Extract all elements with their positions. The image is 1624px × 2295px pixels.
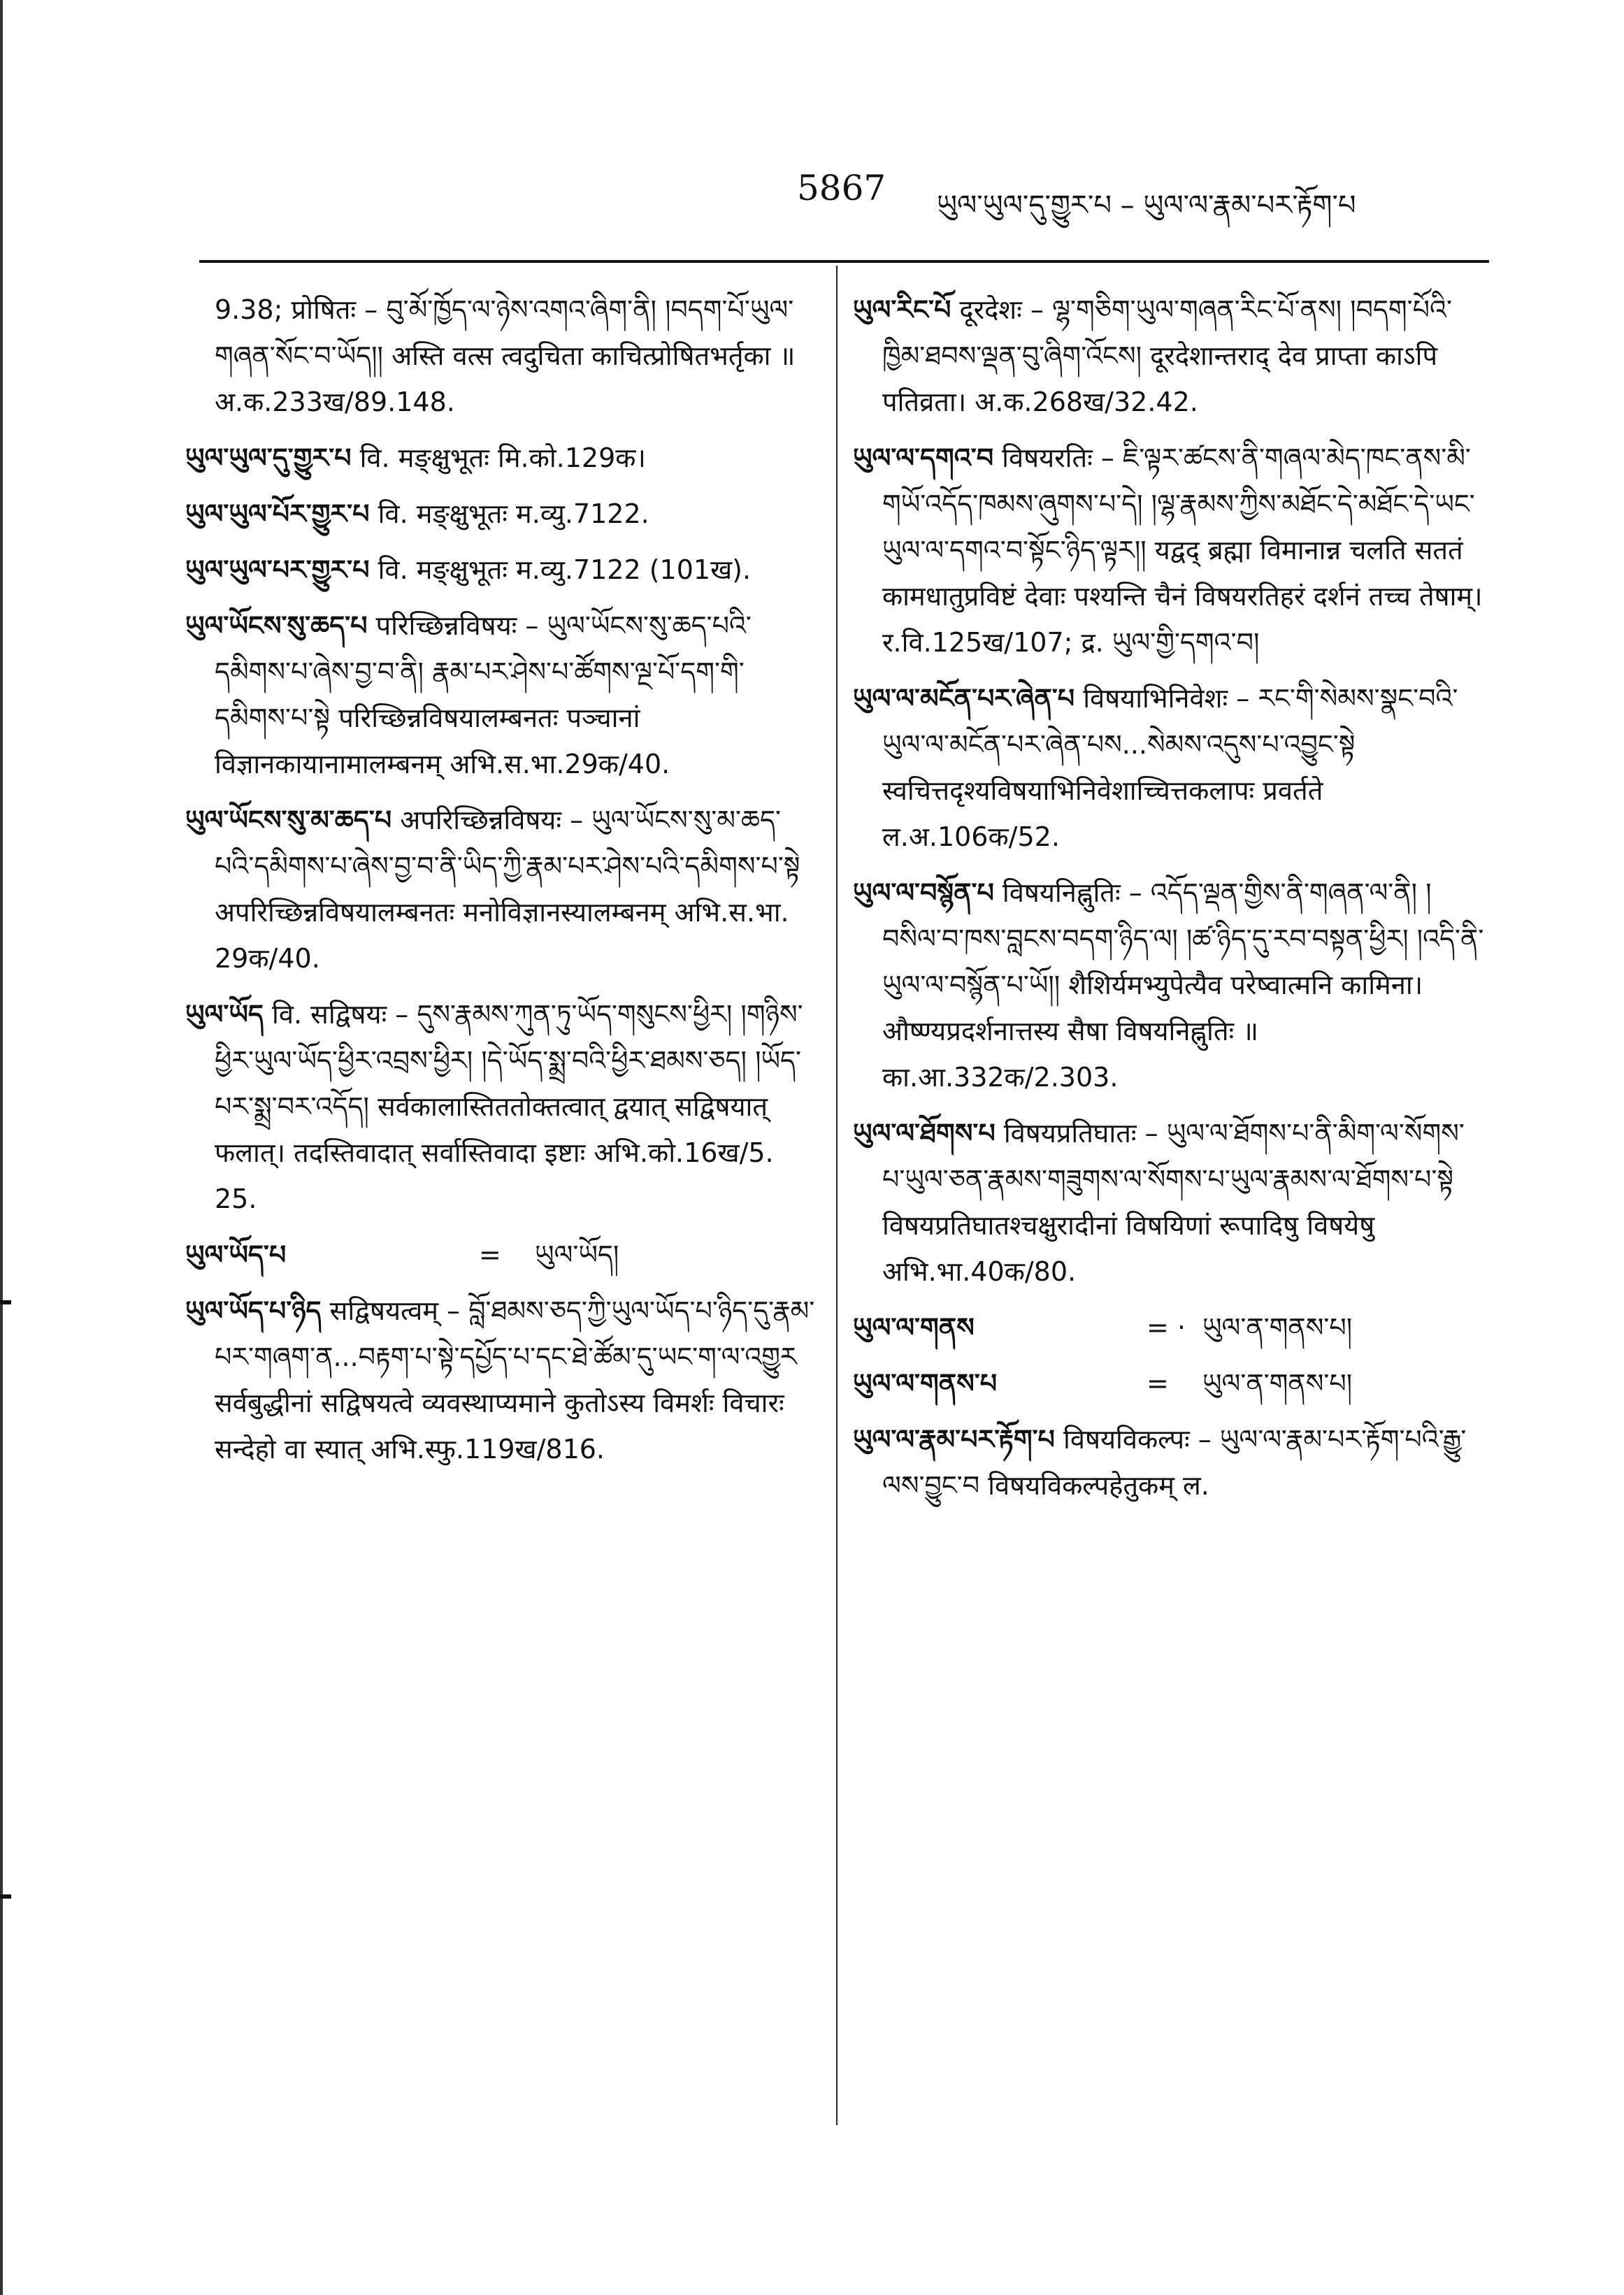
entry-definition: विषयाभिनिवेशः – རང་གི་སེམས་སྣང་བའི་ཡུལ་ལ་མངོན་པར་ཞེན་པས...སེམས་འདུས་པ་འབྱུང་སྟེ स्वचित्तदृश्यविषयाभिनिवेशाच्चित्तकलापः प्रवर्तते ल.अ.106क/52. (882, 683, 1458, 852)
entry-headword: ཡུལ་ལ་བསྙོན་པ (853, 877, 994, 908)
entry-headword: ཡུལ་ལ་རྣམ་པར་རྟོག་པ (853, 1424, 1055, 1455)
xref-target: ཡུལ་ན་གནས་པ། (1202, 1368, 1353, 1399)
entry-headword: ཡུལ་ཡུལ་པར་གྱུར་པ (185, 554, 370, 585)
left-column (185, 287, 818, 2104)
dictionary-entry (185, 287, 818, 425)
scan-edge-left (0, 0, 10, 2295)
entry-definition: वि. मङ्क्षुभूतः म.व्यु.7122. (378, 498, 649, 529)
dictionary-entry (853, 1110, 1486, 1295)
entry-definition: परिच्छिन्नविषयः – ཡུལ་ཡོངས་སུ་ཆད་པའི་དམིགས་པ་ཞེས་བྱ་བ་ནི། རྣམ་པར་ཤེས་པ་ཚོགས་ལྔ་པོ་དག་གི་དམིགས་པ་སྟེ परिच्छिन्नविषयालम्बनतः पञ्चानां विज्ञानकायानामालम्बनम् अभि.स.भा.29क/40. (215, 610, 752, 779)
cross-reference-entry (853, 1360, 1486, 1407)
dictionary-entry (853, 287, 1486, 425)
running-head: ཡུལ་ཡུལ་དུ་གྱུར་པ – ཡུལ་ལ་རྣམ་པར་རྟོག་པ (937, 189, 1356, 222)
dictionary-entry (185, 547, 818, 593)
entry-definition: वि. मङ्क्षुभूतः मि.को.129क। (359, 443, 646, 473)
xref-eq: = · (1147, 1312, 1186, 1343)
entry-definition: 9.38; प्रोषितः – བུ་མོ་ཁྱོད་ལ་ཉེས་འགའ་ཞིག་ནི། །བདག་པོ་ཡུལ་གཞན་སོང་བ་ཡོད།། अस्ति वत्स त्वदुचिता काचित्प्रोषितभर्तृका ॥ अ.क.233ख/89.148. (215, 294, 796, 417)
xref-target: ཡུལ་ཡོད། (535, 1239, 619, 1270)
dictionary-entry (185, 603, 818, 787)
entry-headword: ཡུལ་ཡོད་པ་ཉིད (185, 1295, 322, 1326)
dictionary-entry (185, 797, 818, 981)
xref-eq: = (479, 1239, 501, 1270)
xref-eq: = (1147, 1368, 1169, 1399)
dictionary-entry (853, 435, 1486, 666)
entry-definition: दूरदेशः – ལྷ་གཅིག་ཡུལ་གཞན་རིང་པོ་ནས། །བདག་པོའི་ཁྱིམ་ཐབས་ལྡན་བུ་ཞིག་འོངས། दूरदेशान्तराद् देव प्राप्ता काऽपि पतिव्रता। अ.क.268ख/32.42. (882, 294, 1452, 417)
entry-headword: ཡུལ་ལ་མངོན་པར་ཞེན་པ (853, 683, 1075, 714)
entry-definition: अपरिच्छिन्नविषयः – ཡུལ་ཡོངས་སུ་མ་ཆད་པའི་དམིགས་པ་ཞེས་བྱ་བ་ནི་ཡིད་ཀྱི་རྣམ་པར་ཤེས་པའི་དམིགས་པ་སྟེ अपरिच्छिन्नविषयालम्बनतः मनोविज्ञानस्यालम्बनम् अभि.स.भा. 29क/40. (215, 805, 800, 974)
cross-reference-entry (853, 1304, 1486, 1351)
cross-reference-entry (185, 1232, 818, 1278)
right-column (853, 287, 1486, 2104)
entry-headword: ཡུལ་ལ་དགའ་བ (853, 443, 994, 473)
dictionary-entry (185, 491, 818, 537)
entry-headword: ཡུལ་ཡུལ་པོར་གྱུར་པ (185, 498, 370, 529)
dictionary-entry (185, 435, 818, 481)
entry-definition: विषयरतिः – ཇི་ལྟར་ཚངས་ནི་གཞལ་མེད་ཁང་ནས་མི་གཡོ་འདོད་ཁམས་ཞུགས་པ་དེ། །ལྷ་རྣམས་ཀྱིས་མཐོང་དེ་མཐོང་དེ་ཡང་ཡུལ་ལ་དགའ་བ་སྟོང་ཉིད་ལྟར།། यद्वद् ब्रह्मा विमानान्न चलति सततं कामधातुप्रविष्टं देवाः पश्यन्ति चैनं विषयरतिहरं दर्शनं तच्च तेषाम्। र.वि.125ख/107; द्र. ཡུལ་གྱི་དགའ་བ། (882, 443, 1483, 658)
entry-headword: ཡུལ་ཡོངས་སུ་ཆད་པ (185, 610, 368, 641)
xref-head: ཡུལ་ལ་གནས (853, 1312, 975, 1343)
scan-mark (0, 1300, 11, 1304)
dictionary-entry (185, 1288, 818, 1472)
header-rule (199, 260, 1489, 263)
dictionary-entry (853, 1416, 1486, 1509)
entry-definition: विषयनिह्नुतिः – འདོད་ལྡན་གྱིས་ནི་གཞན་ལ་ནི། །བསིལ་བ་ཁས་བླངས་བདག་ཉིད་ལ། །ཚ་ཉིད་དུ་རབ་བསྟན་ཕྱིར། །འདི་ནི་ཡུལ་ལ་བསྙོན་པ་ཡོ།། शैशिर्यमभ्युपेत्यैव परेष्वात्मनि कामिना। औष्ण्यप्रदर्शनात्तस्य सैषा विषयनिह्नुतिः ॥ का.आ.332क/2.303. (882, 877, 1484, 1093)
entry-headword: ཡུལ་ལ་ཐོགས་པ (853, 1118, 996, 1149)
dictionary-entry (853, 870, 1486, 1100)
entry-headword: ཡུལ་ཡོད (185, 999, 264, 1030)
entry-definition: वि. सद्विषयः – དུས་རྣམས་ཀུན་ཏུ་ཡོད་གསུངས་ཕྱིར། །གཉིས་ཕྱིར་ཡུལ་ཡོད་ཕྱིར་འབྲས་ཕྱིར། །དེ་ཡོད་སྨྲ་བའི་ཕྱིར་ཐམས་ཅད། །ཡོད་པར་སྨྲ་བར་འདོད། सर्वकालास्तिततोक्तत्वात् द्वयात् सद्विषयात् फलात्। तदस्तिवादात् सर्वास्तिवादा इष्टाः अभि.को.16ख/5. 25. (215, 999, 803, 1214)
xref-head: ཡུལ་ཡོད་པ (185, 1239, 287, 1270)
entry-headword: ཡུལ་ཡོངས་སུ་མ་ཆད་པ (185, 805, 392, 835)
page-number: 5867 (797, 168, 886, 208)
entry-headword: ཡུལ་ཡུལ་དུ་གྱུར་པ (185, 443, 352, 473)
entry-definition: विषयप्रतिघातः – ཡུལ་ལ་ཐོགས་པ་ནི་མིག་ལ་སོགས་པ་ཡུལ་ཅན་རྣམས་གཟུགས་ལ་སོགས་པ་ཡུལ་རྣམས་ལ་ཐོགས་པ་སྟེ विषयप्रतिघातश्चक्षुरादीनां विषयिणां रूपादिषु विषयेषु अभि.भा.40क/80. (882, 1118, 1465, 1287)
xref-target: ཡུལ་ན་གནས་པ། (1202, 1312, 1353, 1343)
entry-definition: विषयविकल्पः – ཡུལ་ལ་རྣམ་པར་རྟོག་པའི་རྒྱུ་ལས་བྱུང་བ विषयविकल्पहेतुकम् ल. (882, 1424, 1467, 1501)
xref-head: ཡུལ་ལ་གནས་པ (853, 1368, 998, 1399)
dictionary-entry (185, 991, 818, 1222)
entry-definition: वि. मङ्क्षुभूतः म.व्यु.7122 (101ख). (378, 554, 752, 585)
dictionary-entry (853, 675, 1486, 860)
page-header (797, 168, 1496, 224)
entry-headword: ཡུལ་རིང་པོ (853, 294, 951, 325)
column-divider (836, 266, 838, 2125)
entry-definition: सद्विषयत्वम् – བློ་ཐམས་ཅད་ཀྱི་ཡུལ་ཡོད་པ་ཉིད་དུ་རྣམ་པར་གཞག་ན...བརྟག་པ་སྟེ་དཔྱོད་པ་དང་ཐེ་ཚོམ་དུ་ཡང་ག་ལ་འགྱུར सर्वबुद्धीनां सद्विषयत्वे व्यवस्थाप्यमाने कुतोऽस्य विमर्शः विचारः सन्देहो वा स्यात् अभि.स्फु.119ख/816. (215, 1295, 815, 1465)
scan-mark (0, 1894, 11, 1899)
